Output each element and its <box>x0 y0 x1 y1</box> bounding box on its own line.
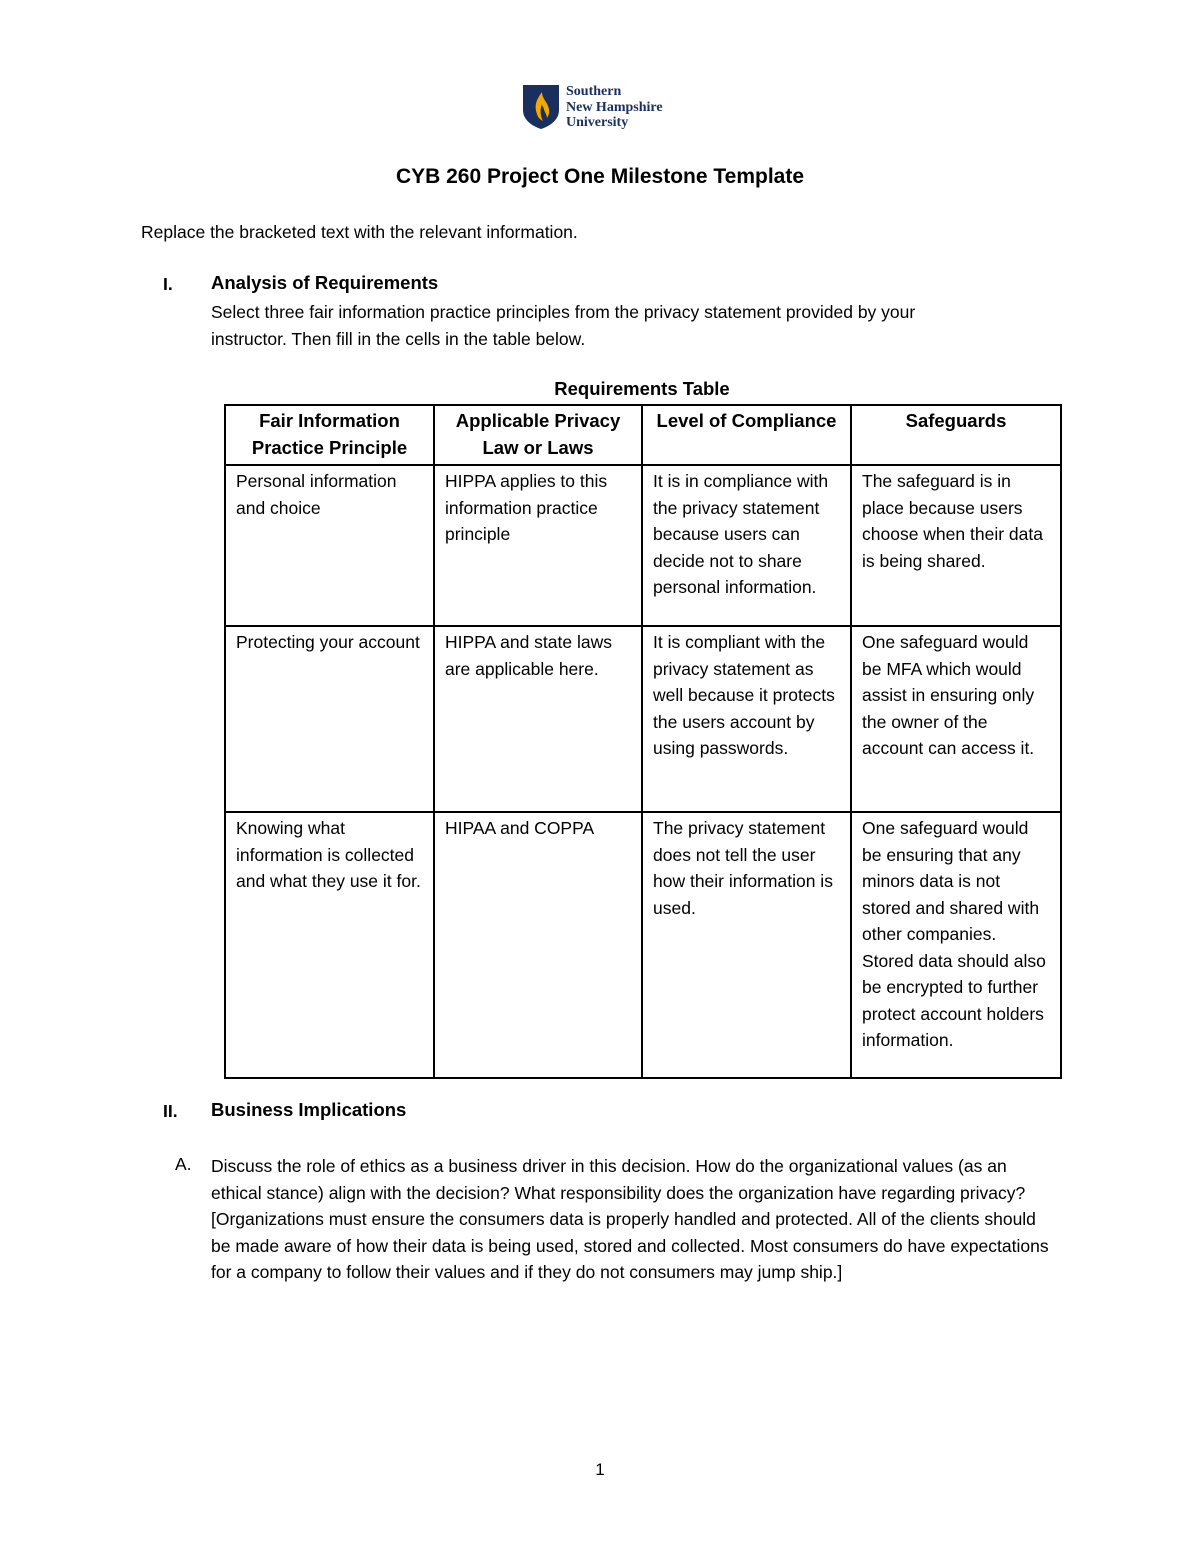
section-2-heading: Business Implications <box>211 1099 407 1120</box>
table-cell: It is in compliance with the privacy statement because users can decide not to share personal information. <box>642 465 851 626</box>
table-cell: HIPPA and state laws are applicable here. <box>434 626 642 812</box>
item-a-label: A. <box>175 1154 192 1174</box>
logo-line-1: Southern <box>566 84 622 99</box>
section-1-text-line-1: Select three fair information practice principles from the privacy statement provided by your <box>211 302 916 322</box>
requirements-table <box>224 404 1062 1079</box>
section-1-text-line-2: instructor. Then fill in the cells in the table below. <box>211 328 586 349</box>
item-a-answer: [Organizations must ensure the consumers data is properly handled and protected. All of the clients should be made aware of how their data is being used, stored and collected. Most consumers do have expectations for a company to follow their values and if they do not consumers may jump ship.] <box>211 1209 1049 1282</box>
page-number: 1 <box>595 1460 605 1479</box>
table-cell: Knowing what information is collected and what they use it for. <box>225 812 434 1078</box>
instruction-text: Replace the bracketed text with the relevant information. <box>141 222 578 242</box>
table-header-cell: Level of Compliance <box>642 405 851 465</box>
table-cell: Personal information and choice <box>225 465 434 626</box>
table-cell: One safeguard would be ensuring that any minors data is not stored and shared with other companies. Stored data should also be encrypted to further protect account holders information. <box>851 812 1061 1078</box>
section-2-number: II. <box>163 1101 178 1121</box>
item-a-content <box>211 1153 1051 1286</box>
table-cell: The privacy statement does not tell the user how their information is used. <box>642 812 851 1078</box>
table-row <box>225 626 1061 812</box>
item-a-question: Discuss the role of ethics as a business driver in this decision. How do the organizational values (as an ethical stance) align with the decision? What responsibility does the organization have regarding privacy? <box>211 1156 1026 1203</box>
logo-line-3: University <box>566 115 629 130</box>
table-header-cell: Fair Information Practice Principle <box>225 405 434 465</box>
section-1-text <box>211 299 1051 352</box>
table-header-row <box>225 405 1061 465</box>
table-cell: Protecting your account <box>225 626 434 812</box>
table-header-cell: Applicable Privacy Law or Laws <box>434 405 642 465</box>
document-title: CYB 260 Project One Milestone Template <box>395 165 805 188</box>
section-1-heading: Analysis of Requirements <box>211 272 439 293</box>
table-row <box>225 465 1061 626</box>
table-row <box>225 812 1061 1078</box>
table-header-cell: Safeguards <box>851 405 1061 465</box>
section-1-number: I. <box>163 274 173 294</box>
logo-line-2: New Hampshire <box>566 99 663 115</box>
university-logo <box>522 84 692 134</box>
table-cell: HIPPA applies to this information practice principle <box>434 465 642 626</box>
logo-wordmark <box>566 84 663 131</box>
table-cell: HIPAA and COPPA <box>434 812 642 1078</box>
shield-flame-icon <box>522 84 560 130</box>
table-cell: One safeguard would be MFA which would assist in ensuring only the owner of the account can access it. <box>851 626 1061 812</box>
table-cell: The safeguard is in place because users choose when their data is being shared. <box>851 465 1061 626</box>
table-cell: It is compliant with the privacy statement as well because it protects the users account by using passwords. <box>642 626 851 812</box>
table-caption: Requirements Table <box>554 378 730 399</box>
